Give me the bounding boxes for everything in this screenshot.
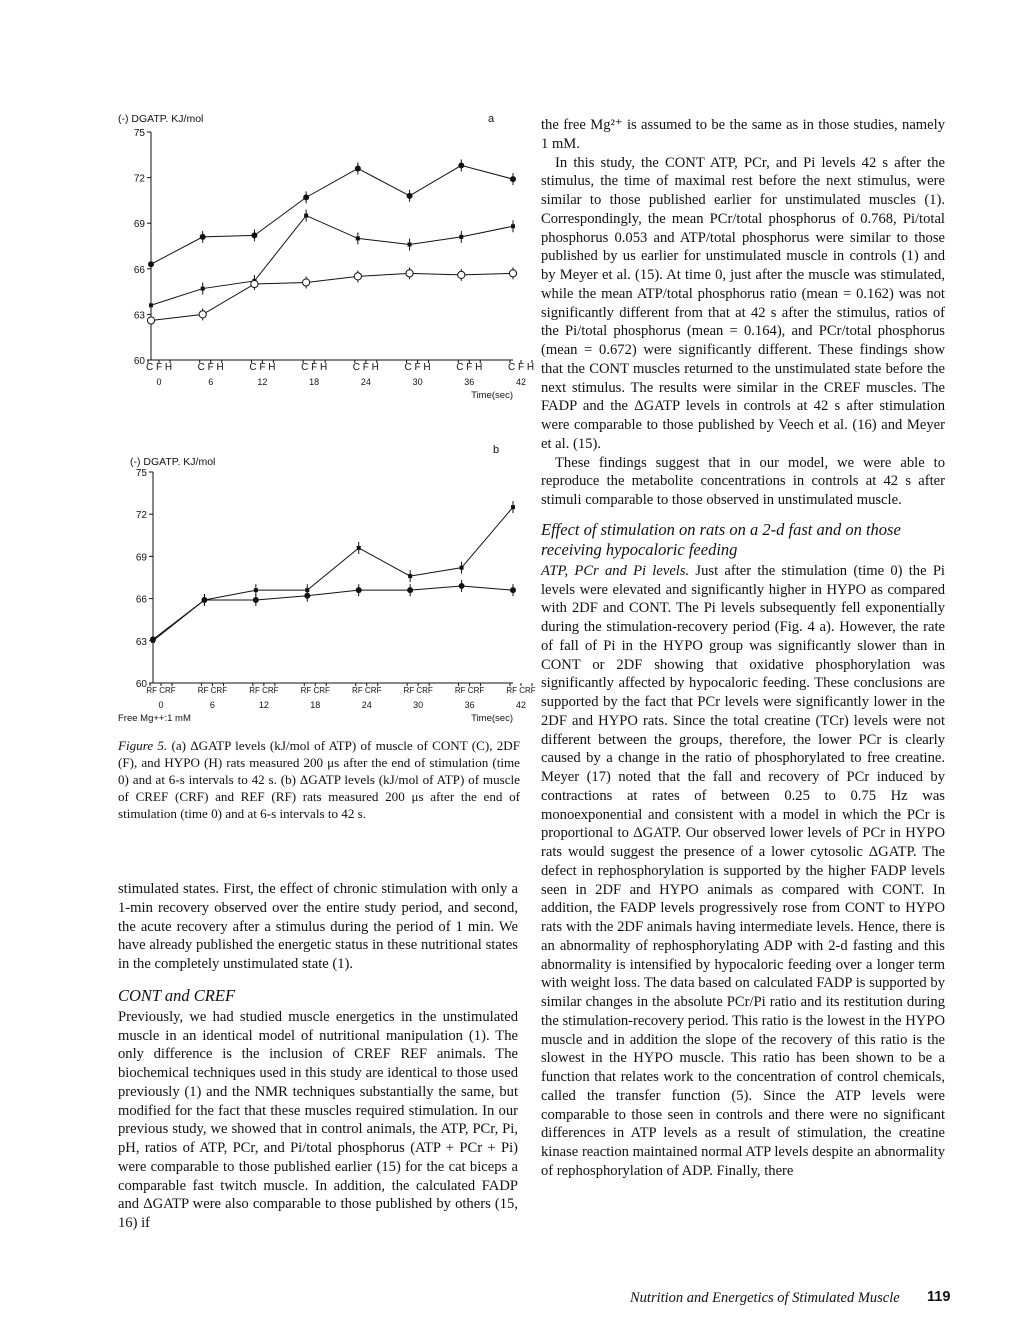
left-paragraph-2: Previously, we had studied muscle energetics in the unstimulated muscle in an identical model of nutritional manipulation (1). The only difference is the inclusion of CREF REF animals. The biochemical techniques used in this study are identical to those used previously (1) and the NMR techniques substantially the same, but modified for the fact that these muscles required stimulation. In our previous study, we showed that in control animals, the ATP, PCr, Pi, pH, ratios of ATP, PCr, and Pi/total phosphorus (ATP + PCr + Pi) were comparable to those published earlier (15) for the cat biceps a comparable fast twitch muscle. In addition, the calculated FADP and ΔGATP were also comparable to those published by others (15, 16) if (118, 1008, 518, 1231)
panel-b-group-label: RF CRF (506, 686, 536, 695)
panel-b-series-1-point (460, 566, 464, 570)
panel-a-series-1-point (407, 193, 413, 199)
panel-b-ytick-label: 69 (135, 552, 147, 564)
panel-a-series-2-point (201, 287, 205, 291)
panel-a-series-1-point (200, 234, 206, 240)
panel-a-xtick-label: 30 (412, 377, 423, 387)
panel-a-group-label: C F H (456, 362, 483, 373)
panel-a-series-3-point (406, 270, 413, 277)
panel-a-ytick-label: 63 (133, 310, 145, 322)
panel-b-xtick-label: 6 (209, 700, 215, 710)
right-column (541, 116, 945, 1181)
panel-b-xtick-label: 0 (158, 700, 164, 710)
panel-a-series-3-point (147, 317, 154, 324)
panel-a-series-1-point (251, 232, 257, 238)
panel-a-xtick-label: 24 (360, 377, 371, 387)
panel-b-series-1-point (408, 574, 412, 578)
panel-a-group-label: C F H (197, 362, 224, 373)
panel-a-ytick-label: 72 (133, 173, 145, 185)
panel-a-series-3-point (354, 273, 361, 280)
figure-5-caption (118, 738, 520, 823)
panel-b-ytick-label: 66 (135, 594, 147, 606)
figure-5 (118, 108, 536, 733)
panel-b-series-1-point (511, 505, 515, 509)
right-paragraph-3: These findings suggest that in our model, we were able to reproduce the metabolite concentrations in controls at 42 s after stimuli comparable to those observed in unstimulated muscle. (541, 454, 945, 508)
panel-b-series-2-point (407, 587, 413, 593)
running-title: Nutrition and Energetics of Stimulated Muscle (630, 1290, 900, 1306)
panel-b-xtick-label: 24 (361, 700, 372, 710)
panel-a-series-2-point (459, 235, 463, 239)
figure-5-svg (118, 108, 536, 728)
panel-a-series-2-point (356, 236, 360, 240)
panel-a-series-1-point (148, 261, 154, 267)
panel-b-series-2-line (153, 586, 513, 639)
panel-b-xtick-label: 30 (413, 700, 424, 710)
panel-a-xtick-label: 6 (208, 377, 214, 387)
panel-a-series-1-line (151, 165, 513, 264)
right-paragraph-2: In this study, the CONT ATP, PCr, and Pi levels 42 s after the stimulus, the time of maximal rest before the next stimulus, were similar to those published earlier for unstimulated muscles (1). Correspondingly, the mean PCr/total phosphorus of 0.768, Pi/total phosphorus 0.053 and ATP/total phosphorus were similar to those published by us earlier for unstimulated muscle in controls (1) and by Meyer et al. (15). At time 0, just after the muscle was stimulated, while the mean ATP/total phosphorus ratio (mean = 0.162) was not significantly different from that at 42 s after the stimulus, ratios of the Pi/total phosphorus (mean = 0.164), and PCr/total phosphorus (mean = 0.672) were significantly different. These findings show that the CONT muscles returned to the unstimulated state before the next stimulus. The results were similar in the CREF muscles. The FADP and the ΔGATP levels in controls at 42 s after stimulation were comparable to those published by Veech et al. (16) and Meyer et al. (15). (541, 154, 945, 452)
panel-a-group-label: C F H (249, 362, 276, 373)
panel-a-ytick-label: 75 (133, 128, 145, 139)
page-number: 119 (927, 1289, 951, 1305)
panel-a-xtick-label: 12 (257, 377, 268, 387)
panel-a-group-label: C F H (507, 362, 535, 373)
panel-a-ytick-label: 69 (133, 219, 145, 231)
panel-a-series-1-point (303, 194, 309, 200)
left-paragraph-1: stimulated states. First, the effect of chronic stimulation with only a 1-min recovery observed over the entire study period, and second, the acute recovery after a stimulus during the period of 1 min. We have already published the energetic status in these nutritional states in the completely unstimulated state (1). (118, 881, 518, 972)
panel-a-group-label: C F H (404, 362, 431, 373)
panel-a-xlabel: Time(sec) (471, 390, 513, 401)
panel-b-footnote: Free Mg++:1 mM (118, 713, 191, 724)
panel-b-ytick-label: 63 (135, 636, 147, 648)
panel-a-series-3-point (458, 271, 465, 278)
panel-a-series-1-point (355, 165, 361, 171)
panel-b-xtick-label: 42 (515, 700, 527, 710)
panel-a-series-2-point (304, 214, 308, 218)
panel-a-series-3-point (199, 311, 206, 318)
panel-b-group-label: RF CRF (300, 686, 330, 695)
panel-b-series-2-point (304, 593, 310, 599)
panel-b-ytick-label: 72 (135, 510, 147, 522)
panel-a-series-3-point (509, 270, 516, 277)
panel-b-xtick-label: 12 (258, 700, 269, 710)
panel-a-ylabel: (-) DGATP. KJ/mol (118, 113, 204, 125)
panel-a-xtick-label: 42 (515, 377, 527, 387)
panel-b-series-2-point (150, 636, 156, 642)
panel-a-letter: a (488, 113, 495, 125)
panel-b-group-label: RF CRF (454, 686, 485, 695)
panel-b-group-label: RF CRF (403, 686, 433, 695)
panel-a-xtick-label: 36 (464, 377, 475, 387)
panel-b-ylabel: (-) DGATP. KJ/mol (130, 456, 216, 468)
panel-a-series-2-line (151, 216, 513, 306)
panel-a-group-label: C F H (145, 362, 173, 373)
caption-label: Figure 5. (118, 738, 168, 753)
panel-a-group-label: C F H (352, 362, 379, 373)
panel-b-series-2-point (201, 597, 207, 603)
panel-b-letter: b (493, 444, 500, 456)
panel-b-group-label: RF CRF (249, 686, 279, 695)
panel-a-series-2-point (511, 224, 515, 228)
panel-b-xtick-label: 18 (310, 700, 321, 710)
section-heading-cont-cref: CONT and CREF (118, 985, 236, 1005)
panel-b-series-2-point (459, 583, 465, 589)
panel-b-series-2-point (510, 587, 516, 593)
panel-b-ytick-label: 60 (135, 679, 147, 690)
panel-a-xtick-label: 18 (309, 377, 320, 387)
caption-text: (a) ΔGATP levels (kJ/mol of ATP) of muscle of CONT (C), 2DF (F), and HYPO (H) rats measured 200 μs after the end of stimulation (time 0) and at 6-s intervals to 42 s. (b) ΔGATP levels (kJ/mol of ATP) of muscle of CREF (CRF) and REF (RF) rats measured 200 μs after the end of stimulation (time 0) and at 6-s intervals to 42 s. (118, 738, 521, 821)
panel-b-xlabel: Time(sec) (471, 713, 513, 724)
panel-a-xtick-label: 0 (156, 377, 162, 387)
panel-a-ytick-label: 66 (133, 264, 145, 276)
panel-b-series-1-point (254, 588, 258, 592)
right-paragraph-4 (541, 562, 945, 1181)
panel-b-series-2-point (356, 587, 362, 593)
panel-a-ytick-label: 60 (133, 356, 145, 367)
panel-a-series-1-point (458, 162, 464, 168)
panel-b-group-label: RF CRF (352, 686, 382, 695)
panel-a-series-3-point (251, 280, 258, 287)
panel-a-series-2-point (408, 242, 412, 246)
panel-b-group-label: RF CRF (197, 686, 228, 695)
section-heading-stimulation: Effect of stimulation on rats on a 2-d fast and on those receiving hypocaloric feeding (541, 519, 901, 559)
left-column (118, 880, 518, 1233)
panel-b-series-1-point (357, 546, 361, 550)
panel-b-series-2-point (253, 597, 259, 603)
panel-b-series-1-line (153, 507, 513, 641)
panel-a-series-2-point (149, 303, 153, 307)
panel-b-ytick-label: 75 (135, 468, 147, 479)
runin-heading: ATP, PCr and Pi levels. (541, 562, 690, 579)
panel-a-group-label: C F H (301, 362, 328, 373)
right-paragraph-1: the free Mg²⁺ is assumed to be the same as in those studies, namely 1 mM. (541, 117, 945, 152)
panel-a-series-3-point (303, 279, 310, 286)
panel-b-group-label: RF CRF (146, 686, 176, 695)
right-paragraph-4-body: Just after the stimulation (time 0) the Pi levels were elevated and significantly higher in HYPO as compared with 2DF and CONT. The Pi levels subsequently fell exponentially during the stimulation-recovery period (Fig. 4 a). However, the rate of fall of Pi in the HYPO group was significantly slower than in CONT or 2DF showing that oxidative phosphorylation was significantly affected by hypocaloric feeding. These conclusions are supported by the fact that PCr levels were significantly lower in the 2DF and HYPO rats. Since the total creatine (TCr) levels were not different between the groups, therefore, the lower PCr is clearly caused by a change in the ratio of phosphorylated to free creatine. Meyer (17) noted that the fall and recovery of PCr induced by contractions at rates of between 0.25 to 0.75 Hz was monoexponential and consistent with a model in which the PCr is proportional to ΔGATP. Our observed lower levels of PCr in HYPO rats would suggest the presence of a lower cytosolic ΔGATP. The defect in rephosphorylation is supported by the higher FADP levels seen in 2DF and HYPO animals as compared with CONT. In addition, the FADP levels progressively rose from CONT to HYPO rats with the 2DF animals having intermediate levels. Hence, there is an abnormality of rephosphorylating ADP with 2-d fasting and this abnormality is intensified by hypocaloric feeding over a longer term with weight loss. The data based on calculated FADP is supported by similar changes in the absolute PCr/Pi ratio and its restitution during the stimulation-recovery period. This ratio is the lowest in the HYPO muscle and in addition the slope of the recovery of this ratio is the slowest in the HYPO muscle. This ratio has been shown to be a function that relates work to the concentration of control chemicals, called the transfer function (5). Since the ATP levels were comparable to those seen in controls and there were no significant differences in ATP levels as a result of stimulation, the creatine kinase reaction maintained normal ATP levels despite an abnormality of rephosphorylation of ADP. Finally, there (541, 562, 945, 1179)
panel-a-series-1-point (510, 176, 516, 182)
panel-b-xtick-label: 36 (464, 700, 475, 710)
